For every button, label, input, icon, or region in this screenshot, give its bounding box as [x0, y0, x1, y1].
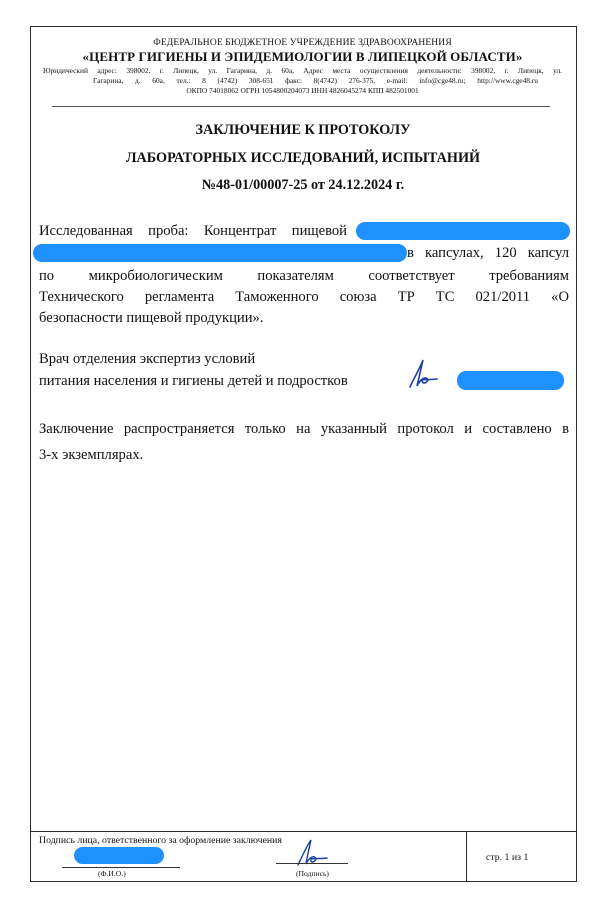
document-title: ЗАКЛЮЧЕНИЕ К ПРОТОКОЛУ — [195, 122, 411, 138]
doctor-signature — [404, 356, 440, 392]
institution-address: Юридический адрес: 398002, г. Липецк, ул. Гагарина, д. 60а, Адрес места осуществления деятельности: 398002, г. Липецк, ул. — [43, 66, 562, 75]
conclusion-line-3: по микробиологическим показателям соответствует требованиям — [39, 268, 569, 284]
note-line-2: 3-х экземплярах. — [39, 447, 144, 463]
responsible-signature — [290, 837, 330, 869]
doctor-position-1: Врач отделения экспертиз условий — [39, 351, 256, 367]
footer-divider — [30, 831, 577, 832]
institution-contacts: Гагарина, д. 60а, тел.: 8 (4742) 308-651 факс: 8(4742) 276-375, e-mail: info@cge48.ru; http://www.cge48.ru — [93, 76, 538, 85]
conclusion-line-2: в капсулах, 120 капсул — [407, 245, 569, 261]
protocol-number: №48-01/00007-25 от 24.12.2024 г. — [201, 177, 405, 193]
responsible-signature-label: Подпись лица, ответственного за оформление заключения — [39, 835, 282, 846]
redacted-product-name-cont — [33, 244, 407, 262]
note-line-1: Заключение распространяется только на указанный протокол и составлено в — [39, 421, 569, 437]
page-number: стр. 1 из 1 — [486, 852, 529, 863]
redacted-doctor-name — [457, 371, 564, 390]
fio-caption: (Ф.И.О.) — [98, 869, 126, 878]
institution-name: «ЦЕНТР ГИГИЕНЫ И ЭПИДЕМИОЛОГИИ В ЛИПЕЦКОЙ ОБЛАСТИ» — [82, 49, 523, 64]
redacted-product-name — [356, 222, 570, 240]
header-divider — [52, 106, 550, 107]
signature-caption: (Подпись) — [296, 869, 329, 878]
signature-line — [276, 863, 348, 864]
institution-registration: ОКПО 74018062 ОГРН 1054800204073 ИНН 4826045274 КПП 482501001 — [186, 86, 419, 95]
conclusion-line-4: Технического регламента Таможенного союза ТР ТС 021/2011 «О — [39, 289, 569, 305]
conclusion-line-5: безопасности пищевой продукции». — [39, 310, 264, 326]
footer-column-divider — [466, 831, 467, 882]
document-subtitle: ЛАБОРАТОРНЫХ ИССЛЕДОВАНИЙ, ИСПЫТАНИЙ — [125, 150, 481, 166]
redacted-responsible-name — [74, 847, 164, 864]
institution-type: ФЕДЕРАЛЬНОЕ БЮДЖЕТНОЕ УЧРЕЖДЕНИЕ ЗДРАВООХРАНЕНИЯ — [153, 38, 452, 48]
conclusion-line-1: Исследованная проба: Концентрат пищевой — [39, 223, 347, 239]
fio-line — [62, 867, 180, 868]
doctor-position-2: питания населения и гигиены детей и подростков — [39, 373, 348, 389]
